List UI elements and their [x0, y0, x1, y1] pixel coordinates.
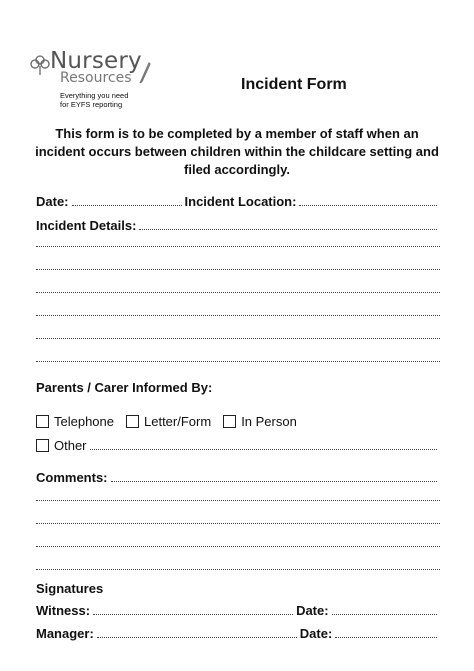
option-letter-form[interactable] [126, 414, 211, 429]
comments-label: Comments: [36, 470, 108, 485]
parents-informed-label: Parents / Carer Informed By: [36, 380, 213, 395]
pencil-icon [138, 62, 152, 84]
option-other-row [36, 436, 440, 454]
logo-tagline-line1: Everything you need [60, 91, 129, 100]
manager-date-label: Date: [299, 626, 333, 641]
incident-details-field[interactable] [139, 229, 437, 230]
logo-tagline [60, 91, 128, 109]
letter-form-checkbox[interactable] [126, 415, 139, 428]
logo-word-nursery: Nursery [50, 48, 142, 74]
nursery-resources-logo [30, 48, 160, 114]
manager-signature-field[interactable] [97, 637, 297, 638]
other-field[interactable] [90, 449, 437, 450]
witness-row [36, 602, 440, 618]
signatures-heading-row [36, 580, 440, 596]
in-person-checkbox[interactable] [223, 415, 236, 428]
comments-line[interactable] [36, 569, 440, 570]
manager-label: Manager: [36, 626, 94, 641]
comments-line[interactable] [36, 546, 440, 547]
witness-signature-field[interactable] [93, 614, 293, 615]
comments-field[interactable] [111, 481, 437, 482]
letter-form-label: Letter/Form [144, 413, 212, 429]
logo-word-resources: Resources [60, 70, 132, 86]
form-intro: This form is to be completed by a member of staff when an incident occurs between children within the childcare setting and filed accordingly. [35, 126, 439, 177]
incident-details-line[interactable] [36, 246, 440, 247]
option-telephone[interactable] [36, 414, 114, 429]
manager-date-field[interactable] [335, 637, 437, 638]
logo-tagline-line2: for EYFS reporting [60, 100, 123, 109]
in-person-label: In Person [241, 413, 297, 429]
other-checkbox[interactable] [36, 439, 49, 452]
manager-row [36, 625, 440, 641]
incident-details-line[interactable] [36, 338, 440, 339]
signatures-heading: Signatures [36, 581, 104, 596]
witness-date-label: Date: [296, 603, 329, 618]
date-label: Date: [36, 194, 69, 209]
telephone-label: Telephone [54, 413, 114, 429]
comments-line[interactable] [36, 523, 440, 524]
flower-icon [30, 54, 50, 76]
telephone-checkbox[interactable] [36, 415, 49, 428]
other-label: Other [54, 437, 87, 453]
incident-location-label: Incident Location: [184, 194, 297, 209]
option-in-person[interactable] [223, 414, 297, 429]
witness-label: Witness: [36, 603, 91, 618]
incident-location-field[interactable] [299, 205, 437, 206]
form-title: Incident Form [241, 76, 347, 93]
informed-options-row [36, 412, 309, 430]
incident-details-line[interactable] [36, 292, 440, 293]
comments-row [36, 469, 440, 485]
incident-details-label: Incident Details: [36, 218, 137, 233]
date-field[interactable] [72, 205, 182, 206]
date-location-row [36, 193, 440, 209]
witness-date-field[interactable] [332, 614, 437, 615]
comments-line[interactable] [36, 500, 440, 501]
incident-details-line[interactable] [36, 361, 440, 362]
incident-details-row [36, 217, 440, 233]
incident-details-line[interactable] [36, 269, 440, 270]
incident-details-line[interactable] [36, 315, 440, 316]
parents-informed-row [36, 379, 440, 395]
